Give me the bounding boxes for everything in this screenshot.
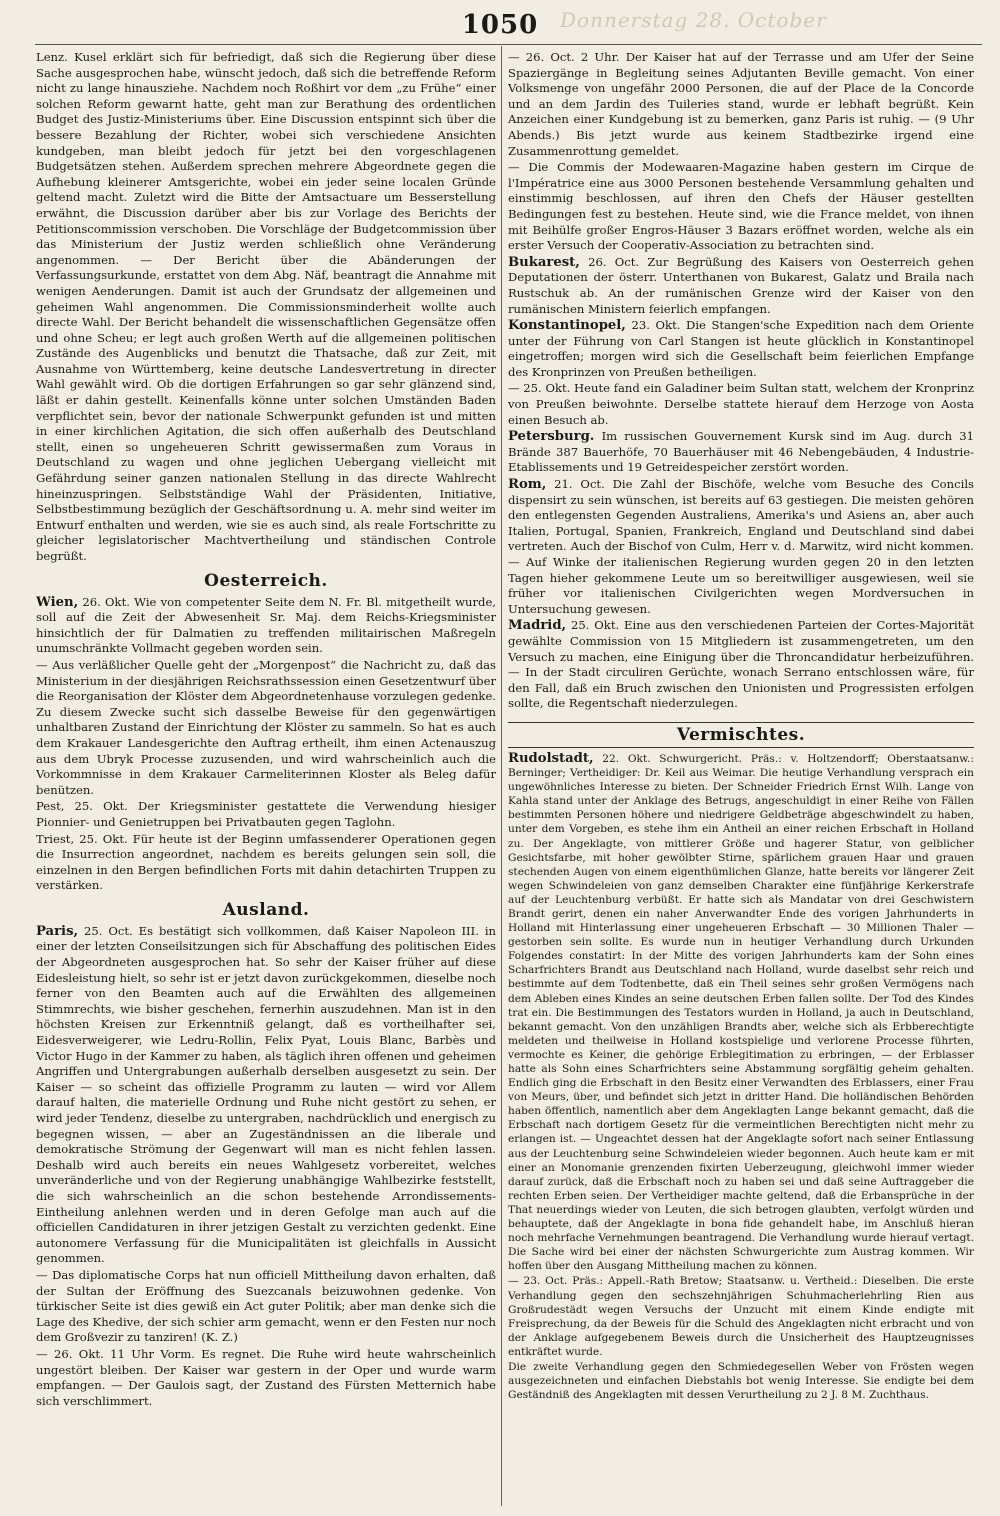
left-column (36, 50, 496, 1510)
article-petersburg (508, 429, 974, 476)
dateline-petersburg: Petersburg. (508, 429, 595, 445)
article-paris (36, 924, 496, 1267)
article-wien-text: 26. Okt. Wie von competenter Seite dem N. Fr. Bl. mitgetheilt wurde, soll auf die Zeit der Abwesenheit Sr. Maj. dem Reichs-Kriegsminister hinsichtlich der für Dalmatien zu treffenden militairischen Maßregeln unumschränkte Vollmacht gegeben worden sein. (36, 594, 496, 656)
article-rudolstadt-text: 22. Okt. Schwurgericht. Präs.: v. Holtzendorff; Oberstaatsanw.: Berninger; Vertheidiger: Dr. Keil aus Weimar. Die heutige Verhandlung versprach ein ungewöhnliches Interesse zu bieten. Der Schneider Friedrich Ernst Wilh. Lange von Kahla stand unter der Anklage des Betrugs, angeschuldigt in einer Reihe von Fällen bestimmten Personen höhere und niedrigere Geldbeträge abgeschwindelt zu haben, unter dem Vorgeben, es stehe ihm ein Antheil an einer reichen Erbschaft in Holland zu. Der Angeklagte, von mittlerer Größe und hagerer Statur, von gelblicher Gesichtsfarbe, mit hoher gewölbter Stirne, spärlichem grauen Haar und grauen stechenden Augen von einem eigenthümlichen Glanze, hatte bereits vor längerer Zeit wegen Schwindeleien von ganz demselben Charakter eine fünfjährige Kerkerstrafe auf der Leuchtenburg verbüßt. Er hatte sich als Mandatar von drei Geschwistern Brandt gerirt, denen ein naher Anverwandter Ende des vorigen Jahrhunderts in Holland mit Hinterlassung einer ungeheueren Erbschaft — 30 Millionen Thaler — gestorben sein sollte. Es wurde nun in heutiger Verhandlung durch Urkunden Folgendes constatirt: In der Mitte des vorigen Jahrhunderts kam der Sohn eines Scharfrichters Brandt aus Deutschland nach Holland, wurde daselbst sehr reich und bestimmte auf dem Todtenbette, daß ein Theil seines sehr großen Vermögens nach dem Ableben eines Kindes an seine deutschen Erben fallen sollte. Der Tod des Kindes trat ein. Die Bestimmungen des Testators wurden in Holland, ja auch in Deutschland, bekannt gemacht. Von den unzähligen Brandts aber, welche sich als Erbberechtigte meldeten und theilweise in Holland kostspielige und verlorene Processe führten, vermochte es Keiner, die gehörige Erblegitimation zu erbringen, — der Erblasser hatte als Sohn eines Scharfrichters seine Abstammung sorgfältig geheim gehalten. Endlich ging die Erbschaft in den Besitz einer Verwandten des Erblassers, einer Frau von Meurs, über, und befindet sich jetzt in dritter Hand. Die holländischen Behörden haben öffentlich, namentlich aber dem Angeklagten Lange bekannt gemacht, daß die Erbschaft nach dortigem Gesetz für die vermeintlichen Berechtigten nicht mehr zu erlangen ist. — Ungeachtet dessen hat der Angeklagte sofort nach seiner Entlassung aus der Leuchtenburg seine Schwindeleien wieder begonnen. Auch heute kam er mit einer an Monomanie grenzenden fixirten Ueberzeugung, gleichwohl immer wieder darauf zurück, daß die Erbschaft noch zu haben sei und daß seine Auftraggeber die rechten Erben seien. Der Vertheidiger machte geltend, daß die Erbansprüche in der That neuerdings wieder von Leuten, die sich betrogen glaubten, verfolgt würden und behauptete, daß der Angeklagte in bona fide gehandelt habe, im Anschluß hieran noch mehrfache Vernehmungen beantragend. Die Verhandlung wurde hierauf vertagt. Die Sache wird bei einer der nächsten Schwurgerichte zum Austrag kommen. Wir hoffen über den Ausgang Mittheilung machen zu können. (508, 752, 974, 1273)
header-rule (35, 44, 982, 45)
article-madrid-text: 25. Okt. Eine aus den verschiedenen Parteien der Cortes-Majorität gewählte Commission von 15 Mitgliedern ist zusammengetreten, um den Versuch zu machen, eine Einigung über die Throncandidatur herbeizuführen. — In der Stadt circuliren Gerüchte, wonach Serrano entschlossen wäre, für den Fall, daß ein Bruch zwischen den Unionisten und Progressisten erfolgen sollte, die Regentschaft niederzulegen. (508, 618, 974, 711)
dateline-bukarest: Bukarest, (508, 254, 580, 270)
dateline-paris: Paris, (36, 923, 79, 939)
article-paris-sultan: — Das diplomatische Corps hat nun officiell Mittheilung davon erhalten, daß der Sultan der Eröffnung des Suezcanals beizuwohnen gedenke. Von türkischer Seite ist dies gewiß ein Act guter Politik; aber man denke sich die Lage des Khedive, der sich schier arm gemacht, wenn er den Festen nur noch dem Großvezir zu tanziren! (K. Z.) (36, 1267, 496, 1345)
article-rom (508, 477, 974, 617)
article-paris-text: 25. Oct. Es bestätigt sich vollkommen, daß Kaiser Napoleon III. in einer der letzten Conseilsitzungen sich für Abschaffung des politischen Eides der Abgeordneten ausgesprochen hat. So sehr der Kaiser früher auf diese Eidesleistung hielt, so sehr ist er jetzt davon zurückgekommen, dieselbe noch ferner von den Beamten auch auf die Erwählten des allgemeinen Stimmrechts, wie bisher geschehen, fernerhin auszudehnen. Man ist in den höchsten Kreisen zur Erkenntniß gelangt, daß es vortheilhafter sei, Eidesverweigerer, wie Ledru-Rollin, Felix Pyat, Louis Blanc, Barbès und Victor Hugo in der Kammer zu haben, als täglich ihren offenen und geheimen Angriffen und Untergrabungen außerhalb derselben ausgesetzt zu sein. Der Kaiser — so scheint das offizielle Programm zu lauten — wird vor Allem darauf halten, die materielle Ordnung und Ruhe nicht gestört zu sehen, er wird jeder Tendenz, dieselbe zu untergraben, nachdrücklich und energisch zu begegnen wissen, — aber an Zugeständnissen an die liberale und demokratische Strömung der Gegenwart will man es nicht fehlen lassen. Deshalb wird auch bereits ein neues Wahlgesetz vorbereitet, welches unveränderliche und von der Regierung unabhängige Wahlbezirke feststellt, die sich wahrscheinlich an die schon bestehende Arrondissements-Eintheilung anlehnen werden und in deren Gefolge man auch auf die officiellen Candidaturen in ihrer jetzigen Gestalt zu verzichten gedenkt. Eine autonomere Verfassung für die Municipalitäten ist gleichfalls in Aussicht genommen. (36, 923, 496, 1266)
article-pest: Pest, 25. Okt. Der Kriegsminister gestattete die Verwendung hiesiger Pionnier- und Genietruppen bei Privatbauten gegen Taglohn. (36, 799, 496, 829)
article-rudolstadt-weber: Die zweite Verhandlung gegen den Schmiedegesellen Weber von Frösten wegen ausgezeichneten und einfachen Diebstahls bot wenig Interesse. Sie endigte bei dem Geständniß des Angeklagten mit dessen Verurtheilung zu 2 J. 8 M. Zuchthaus. (508, 1360, 974, 1402)
dateline-konstantinopel: Konstantinopel, (508, 318, 626, 334)
article-madrid (508, 618, 974, 712)
running-head-bleedthrough: Donnerstag 28. October (560, 8, 827, 32)
right-column (508, 50, 974, 1510)
article-bukarest (508, 255, 974, 317)
article-baden-landtag: Lenz. Kusel erklärt sich für befriedigt, daß sich die Regierung über diese Sache ausgesprochen habe, wünscht jedoch, daß sich die betreffende Reform nicht zu lange hinausziehe. Nachdem noch Roßhirt vor dem „zu Frühe“ einer solchen Reform gewarnt hatte, geht man zur Berathung des ordentlichen Budget des Justiz-Ministeriums über. Eine Discussion entspinnt sich über die bessere Bezahlung der Richter, wobei sich verschiedene Ansichten kundgeben, man bleibt jedoch für jetzt bei den vorgeschlagenen Budgetsätzen stehen. Außerdem sprechen mehrere Abgeordnete gegen die Aufhebung kleinerer Amtsgerichte, wobei ein jeder seine localen Gründe geltend macht. Zuletzt wird die Bitte der Amtsactuare um Besserstellung erwähnt, die Discussion darüber aber bis zur Vorlage des Berichts der Petitionscommission verschoben. Die Vorschläge der Budgetcommission über das Ministerium der Justiz werden schließlich ohne Veränderung angenommen. — Der Bericht über die Abänderungen der Verfassungsurkunde, erstattet von dem Abg. Näf, beantragt die Annahme mit wenigen Aenderungen. Damit ist auch der Grundsatz der allgemeinen und geheimen Wahl angenommen. Die Commissionsminderheit wollte auch directe Wahl. Der Bericht behandelt die wissenschaftlichen Gegensätze offen und ohne Scheu; er legt auch großen Werth auf die allgemeinen politischen Zustände des Augenblicks und benutzt die Thatsache, daß zur Zeit, mit Ausnahme von Württemberg, keine deutsche Landesvertretung in directer Wahl gewählt wird. Ob die dortigen Erfahrungen so gar sehr glänzend sind, läßt er dahin gestellt. Keinenfalls könne unter solchen Umständen Baden verpflichtet sein, bevor der nationale Schwerpunkt gefunden ist und mitten in einer kirchlichen Agitation, die sich offen außerhalb des Deutschland stellt, einen so ungeheueren Schritt gewissermaßen zum Voraus in Deutschland zu wagen und ohne jeglichen Uebergang vielleicht mit Gefährdung seiner ganzen nationalen Stellung in das directe Wahlrecht hineinzuspringen. Selbstständige Wahl der Präsidenten, Initiative, Selbstbestimmung bezüglich der Geschäftsordnung u. A. mehr sind weiter im Entwurf enthalten und werden, wie sie es auch sind, als reale Fortschritte zu gleicher legislatorischer Machtvertheilung und ständischen Controle begrüßt. (36, 50, 496, 563)
article-paris-commis: — Die Commis der Modewaaren-Magazine haben gestern im Cirque de l'Impératrice eine aus 3000 Personen bestehende Versammlung gehalten und einstimmig beschlossen, auf ihren den Chefs der Häuser gestellten Bedingungen fest zu bestehen. Heute sind, wie die France meldet, von ihnen mit Beihülfe großer Engros-Häuser 3 Bazars eröffnet worden, welche als ein erster Versuch der Cooperativ-Association zu betrachten sind. (508, 160, 974, 253)
section-heading-misc: Vermischtes. (508, 722, 974, 748)
page-number: 1050 (461, 10, 539, 40)
dateline-rudolstadt: Rudolstadt, (508, 750, 594, 766)
dateline-madrid: Madrid, (508, 618, 567, 634)
dateline-rom: Rom, (508, 477, 547, 493)
article-paris-kaiser-walk: — 26. Oct. 2 Uhr. Der Kaiser hat auf der Terrasse und am Ufer der Seine Spaziergänge in Begleitung seines Adjutanten Beville gemacht. Von einer Volksmenge von ungefähr 2000 Personen, die auf der Place de la Concorde und an dem Jardin des Tuileries stand, wurde er lebhaft begrüßt. Kein Anzeichen einer Kundgebung ist zu bemerken, ganz Paris ist ruhig. — (9 Uhr Abends.) Bis jetzt wurde aus keinem Stadtbezirke irgend eine Zusammenrottung gemeldet. (508, 50, 974, 158)
article-wien (36, 595, 496, 657)
article-konstantinopel (508, 318, 974, 380)
section-heading-austria: Oesterreich. (204, 570, 328, 591)
article-petersburg-text: Im russischen Gouvernement Kursk sind im Aug. durch 31 Brände 387 Bauerhöfe, 70 Bauerhäuser mit 46 Nebengebäuden, 4 Industrie-Etablissements und 19 Getreidespeicher zerstört worden. (508, 429, 974, 475)
dateline-wien: Wien, (36, 594, 79, 610)
article-rudolstadt-23oct: — 23. Oct. Präs.: Appell.-Rath Bretow; Staatsanw. u. Vertheid.: Dieselben. Die erste Verhandlung gegen den sechszehnjährigen Schuhmacherlehrling Rien aus Großrudestädt wegen Versuchs der Unzucht mit einem Kinde endigte mit Freisprechung, da der Beweis für die Schuld des Angeklagten nicht erbracht und von der Anklage aufgegebenem Beweis durch die Unsicherheit des Hauptzeugnisses entkräftet wurde. (508, 1275, 974, 1358)
article-konstantinopel-text: 23. Okt. Die Stangen'sche Expedition nach dem Oriente unter der Führung von Carl Stangen ist heute glücklich in Konstantinopel eingetroffen; morgen wird sich die Gesellschaft beim feierlichen Empfange des Kronprinzen von Preußen betheiligen. (508, 318, 974, 379)
article-rudolstadt (508, 752, 974, 1273)
column-divider (501, 46, 502, 1506)
article-bukarest-text: 26. Oct. Zur Begrüßung des Kaisers von Oesterreich gehen Deputationen der österr. Unterthanen von Bukarest, Galatz und Braila nach Rustschuk ab. An der rumänischen Grenze wird der Kaiser von den rumänischen Ministern feierlich empfangen. (508, 254, 974, 316)
article-rom-text: 21. Oct. Die Zahl der Bischöfe, welche vom Besuche des Concils dispensirt zu sein wünschen, ist bereits auf 63 gestiegen. Die meisten gehören den entlegensten Gegenden Australiens, Amerika's und Asiens an, aber auch Italien, Portugal, Spanien, Frankreich, England und Deutschland sind dabei vertreten. Auch der Bischof von Culm, Herr v. d. Marwitz, wird nicht kommen. — Auf Winke der italienischen Regierung wurden gegen 20 in den letzten Tagen hieher gekommene Leute um so bereitwilliger ausgewiesen, weil sie früher vor italienischen Civilgerichten wegen Mordversuchen in Untersuchung gewesen. (508, 477, 974, 616)
section-heading-abroad: Ausland. (222, 899, 310, 920)
article-wien-klöster: — Aus verläßlicher Quelle geht der „Morgenpost“ die Nachricht zu, daß das Ministerium in der diesjährigen Reichsrathssession einen Gesetzentwurf über die Reorganisation der Klöster dem Abgeordnetenhause vorzulegen gedenke. Zu diesem Zwecke sucht sich dasselbe Beweise für den gegenwärtigen unhaltbaren Zustand der Einrichtung der Klöster zu sammeln. So hat es auch dem Krakauer Landesgerichte den Auftrag ertheilt, ihm einen Actenauszug aus dem Ubryk Processe zuzusenden, und wird wahrscheinlich auch die Vorkommnisse in dem Krakauer Carmeliterinnen Kloster als Beleg dafür benützen. (36, 657, 496, 797)
article-paris-26oct: — 26. Okt. 11 Uhr Vorm. Es regnet. Die Ruhe wird heute wahrscheinlich ungestört bleiben. Der Kaiser war gestern in der Oper und wurde warm empfangen. — Der Gaulois sagt, der Zustand des Fürsten Metternich habe sich verschlimmert. (36, 1346, 496, 1408)
article-konstantinopel-galadiner: — 25. Okt. Heute fand ein Galadiner beim Sultan statt, welchem der Kronprinz von Preußen beiwohnte. Derselbe stattete hierauf dem Herzoge von Aosta einen Besuch ab. (508, 381, 974, 427)
article-triest: Triest, 25. Okt. Für heute ist der Beginn umfassenderer Operationen gegen die Insurrection angeordnet, nachdem es bereits gelungen sein soll, die einzelnen in den Bergen befindlichen Forts mit dahin detachirten Truppen zu verstärken. (36, 831, 496, 893)
